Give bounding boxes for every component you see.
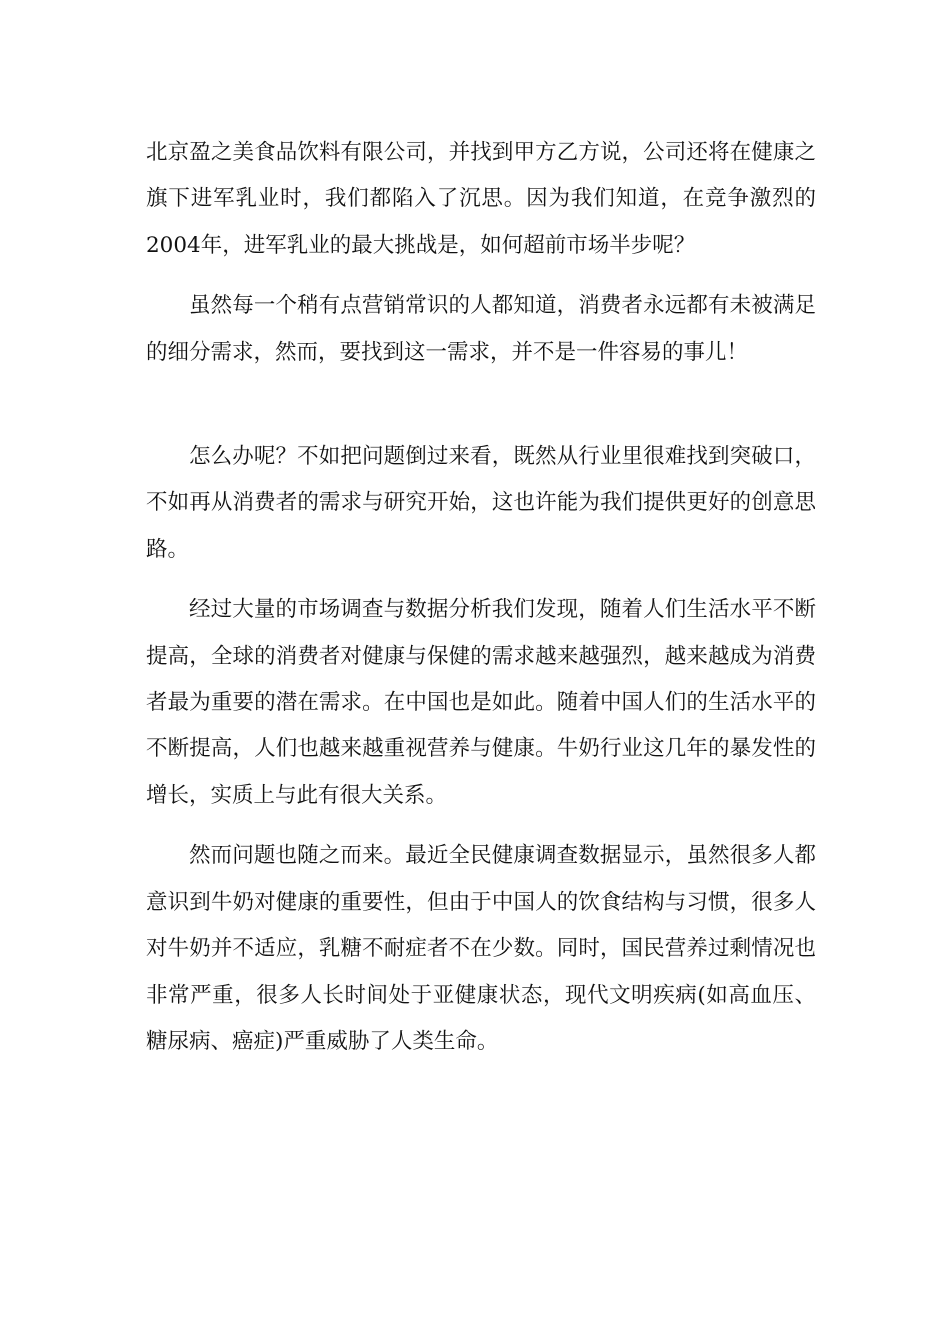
paragraph-continuation: 北京盈之美食品饮料有限公司，并找到甲方乙方说，公司还将在健康之旗下进军乳业时，我们都陷入了沉思。因为我们知道，在竞争激烈的2004年，进军乳业的最大挑战是，如何超前市场半步呢？	[146, 140, 816, 258]
paragraph: 经过大量的市场调查与数据分析我们发现，随着人们生活水平不断提高，全球的消费者对健康与保健的需求越来越强烈，越来越成为消费者最为重要的潜在需求。在中国也是如此。随着中国人们的生活水平的不断提高，人们也越来越重视营养与健康。牛奶行业这几年的暴发性的增长，实质上与此有很大关系。	[146, 597, 816, 808]
paragraph: 然而问题也随之而来。最近全民健康调查数据显示，虽然很多人都意识到牛奶对健康的重要性，但由于中国人的饮食结构与习惯，很多人对牛奶并不适应，乳糖不耐症者不在少数。同时，国民营养过剩情况也非常严重，很多人长时间处于亚健康状态，现代文明疾病(如高血压、糖尿病、癌症)严重威胁了人类生命。	[146, 843, 816, 1054]
paragraph: 怎么办呢？不如把问题倒过来看，既然从行业里很难找到突破口，不如再从消费者的需求与研究开始，这也许能为我们提供更好的创意思路。	[146, 444, 816, 562]
paragraph: 虽然每一个稍有点营销常识的人都知道，消费者永远都有未被满足的细分需求，然而，要找到这一需求，并不是一件容易的事儿！	[146, 293, 816, 365]
document-body	[146, 130, 816, 1079]
